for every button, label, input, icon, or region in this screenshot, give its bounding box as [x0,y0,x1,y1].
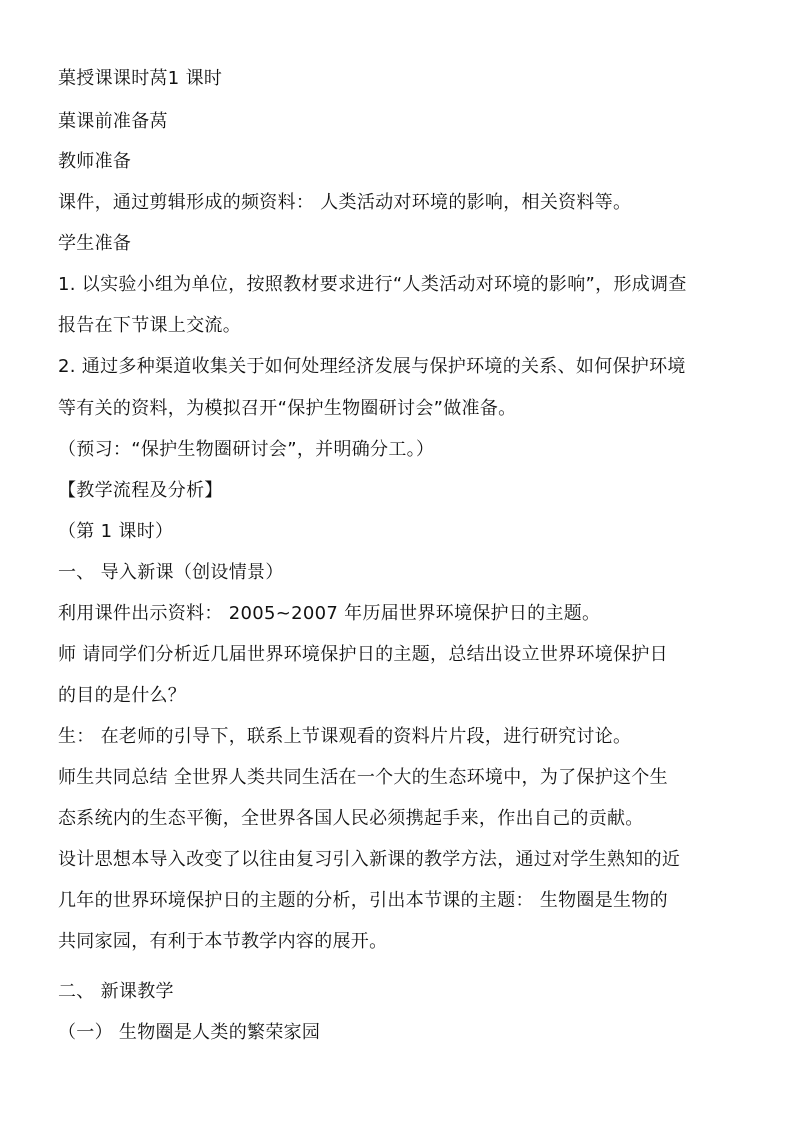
text-line: 菓授课课时莴1 课时 [58,68,223,89]
text-line: 设计思想本导入改变了以往由复习引入新课的教学方法，通过对学生熟知的近 [58,849,681,870]
text-line: 学生准备 [58,233,132,254]
text-line: 1. 以实验小组为单位，按照教材要求进行“人类活动对环境的影响”，形成调查 [58,274,687,295]
text-line: 教师准备 [58,151,132,172]
text-line: 菓课前准备莴 [58,111,168,132]
text-line: 态系统内的生态平衡，全世界各国人民必须携起手来，作出自己的贡献。 [58,808,644,829]
text-line: 2. 通过多种渠道收集关于如何处理经济发展与保护环境的关系、如何保护环境 [58,356,686,377]
text-line: （预习：“保护生物圈研讨会”，并明确分工。） [58,439,435,460]
text-line: 等有关的资料，为模拟召开“保护生物圈研讨会”做准备。 [58,398,517,419]
text-line: 共同家园，有利于本节教学内容的展开。 [58,931,388,952]
section-heading: 【教学流程及分析】 [58,480,223,501]
text-line: 的目的是什么？ [58,685,187,706]
text-line: 生： 在老师的引导下，联系上节课观看的资料片片段，进行研究讨论。 [58,726,632,747]
text-line: 师生共同总结 全世界人类共同生活在一个大的生态环境中，为了保护这个生 [58,767,668,788]
text-line: 师 请同学们分析近几届世界环境保护日的主题，总结出设立世界环境保护日 [58,644,668,665]
section-heading: 二、 新课教学 [58,981,174,1002]
section-heading: 一、 导入新课（创设情景） [58,562,284,583]
text-line: 几年的世界环境保护日的主题的分析，引出本节课的主题： 生物圈是生物的 [58,890,668,911]
text-line: 报告在下节课上交流。 [58,315,241,336]
text-line: 课件，通过剪辑形成的频资料： 人类活动对环境的影响，相关资料等。 [58,192,632,213]
text-line: 利用课件出示资料： 2005~2007 年历届世界环境保护日的主题。 [58,603,601,624]
text-line: （第 1 课时） [58,521,174,542]
section-heading: （一） 生物圈是人类的繁荣家园 [58,1022,321,1043]
